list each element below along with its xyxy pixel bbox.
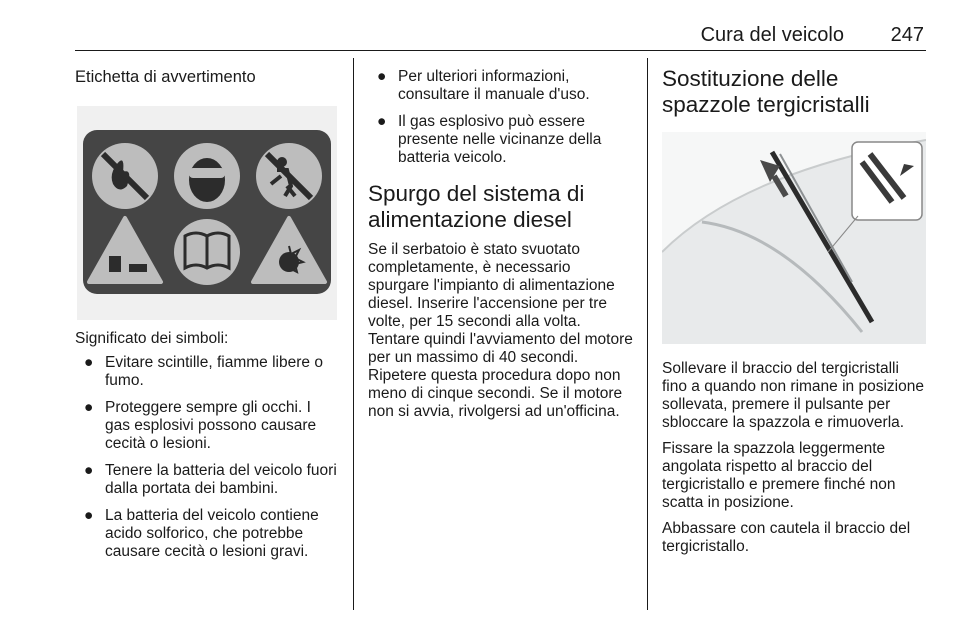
symbols-intro: Significato dei simboli: [75,330,229,347]
list-item: ● Evitare scintille, fiamme libere o fumo. [84,354,323,389]
section-title: Cura del veicolo [700,24,844,46]
section-heading: Sostituzione delle spazzole tergicristalli [662,66,870,117]
list-item: ● Proteggere sempre gli occhi. I gas esplosivi possono causare cecità o lesioni. [84,399,317,452]
page-header [75,22,926,51]
column-divider [353,58,354,610]
body-text: Se il serbatoio è stato svuotato completamente, è necessario spurgare l'impianto di alimentazione diesel. Inserire l'accensione per tre volte, per 15 secondi alla volta. Tentare quindi l'avviamento del motore per un massimo di 40 secondi. Ripetere questa procedura dopo non meno di cinque secondi. Se il motore non si avvia, rivolgersi ad un'officina. [368,241,633,420]
column-divider [647,58,648,610]
page-number: 247 [890,24,924,46]
eye-protection-icon [174,143,240,209]
section-heading: Spurgo del sistema di alimentazione diesel [368,181,585,232]
list-item: ● Il gas esplosivo può essere presente nelle vicinanze della batteria veicolo. [377,113,602,166]
section-heading: Etichetta di avvertimento [75,68,256,86]
keep-children-away-icon [256,143,322,209]
read-manual-icon [174,219,240,285]
list-item: ● Tenere la batteria del veicolo fuori dalla portata dei bambini. [84,462,337,497]
info-list [368,68,634,167]
column-left [75,60,337,570]
column-right [662,60,928,564]
list-item: ● Per ulteriori informazioni, consultare il manuale d'uso. [377,68,590,103]
symbols-list [75,354,337,561]
body-text: Abbassare con cautela il braccio del tergicristallo. [662,520,911,555]
wiper-blade-image [662,132,926,344]
list-item: ● La batteria del veicolo contiene acido solforico, che potrebbe causare cecità o lesioni gravi. [84,507,319,560]
warning-label-image [77,106,337,320]
column-middle [368,60,634,429]
body-text: Sollevare il braccio del tergicristalli fino a quando non rimane in posizione sollevata, premere il pulsante per sbloccare la spazzola e rimuoverla. [662,360,924,431]
body-text: Fissare la spazzola leggermente angolata rispetto al braccio del tergicristallo e premere finché non scatta in posizione. [662,440,896,511]
no-flame-icon [92,143,158,209]
